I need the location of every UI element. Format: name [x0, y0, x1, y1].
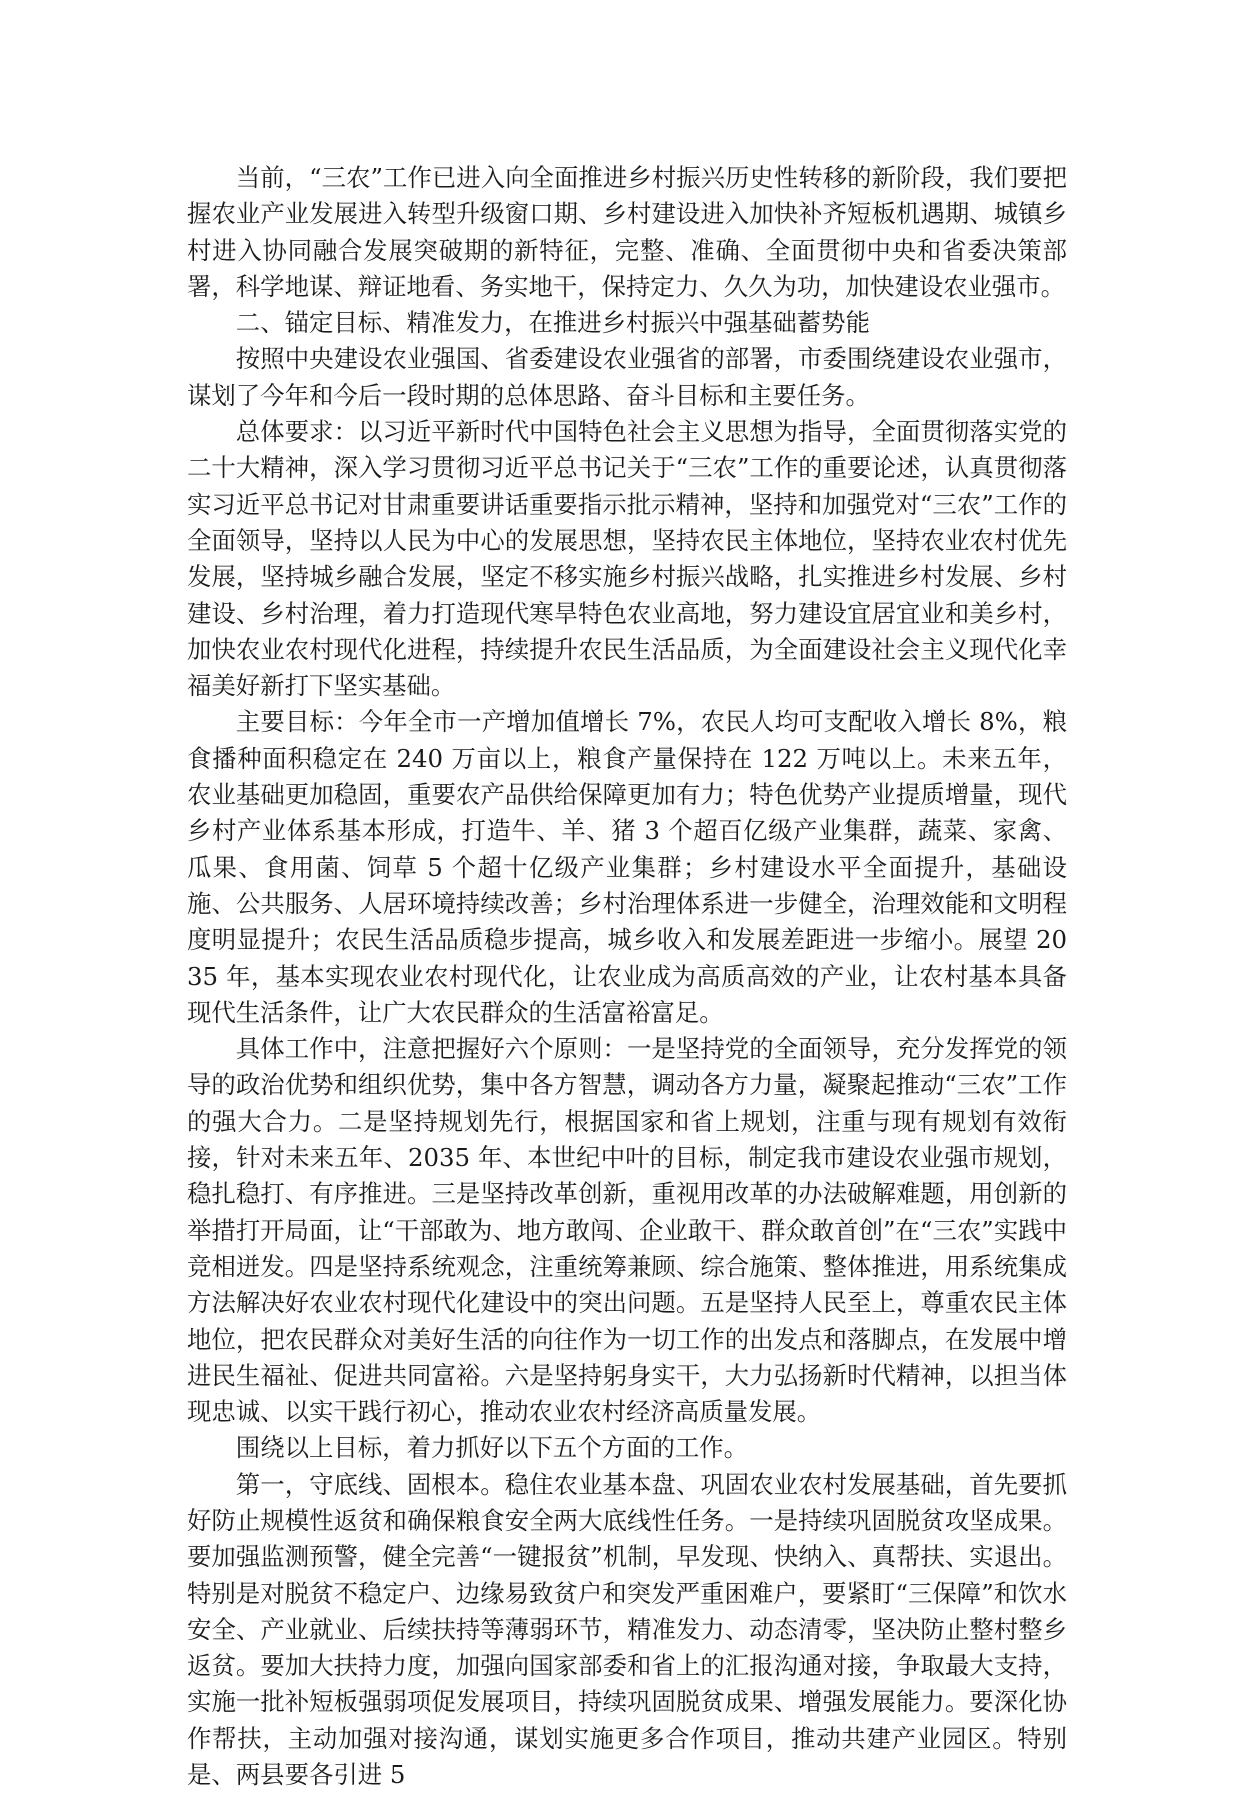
paragraph-five-tasks-intro: 围绕以上目标，着力抓好以下五个方面的工作。: [235, 1433, 749, 1463]
paragraph-first-task: 第一，守底线、固根本。稳住农业基本盘、巩固农业农村发展基础，首先要抓好防止规模性返贫和确保粮食安全两大底线性任务。一是持续巩固脱贫攻坚成果。要加强监测预警，健全完善“一键报贫”机制，早发现、快纳入、真帮扶、实退出。特别是对脱贫不稳定户、边缘易致贫户和突发严重困难户，要紧盯“三保障”和饮水安全、产业就业、后续扶持等薄弱环节，精准发力、动态清零，坚决防止整村整乡返贫。要加大扶持力度，加强向国家部委和省上的汇报沟通对接，争取最大支持，实施一批补短板强弱项促发展项目，持续巩固脱贫成果、增强发展能力。要深化协作帮扶，主动加强对接沟通，谋划实施更多合作项目，推动共建产业园区。特别是、两县要各引进 5: [187, 1469, 1067, 1790]
paragraph-overall-requirements: 总体要求：以习近平新时代中国特色社会主义思想为指导，全面贯彻落实党的二十大精神，深入学习贯彻习近平总书记关于“三农”工作的重要论述，认真贯彻落实习近平总书记对甘肃重要讲话重要指示批示精神，坚持和加强党对“三农”工作的全面领导，坚持以人民为中心的发展思想，坚持农民主体地位，坚持农业农村优先发展，坚持城乡融合发展，坚定不移实施乡村振兴战略，扎实推进乡村发展、乡村建设、乡村治理，着力打造现代寒旱特色农业高地，努力建设宜居宜业和美乡村，加快农业农村现代化进程，持续提升农民生活品质，为全面建设社会主义现代化幸福美好新打下坚实基础。: [187, 417, 1067, 701]
paragraph-intro: 当前，“三农”工作已进入向全面推进乡村振兴历史性转移的新阶段，我们要把握农业产业发展进入转型升级窗口期、乡村建设进入加快补齐短板机遇期、城镇乡村进入协同融合发展突破期的新特征，完整、准确、全面贯彻中央和省委决策部署，科学地谋、辩证地看、务实地干，保持定力、久久为功，加快建设农业强市。: [187, 163, 1067, 301]
section-heading: 二、锚定目标、精准发力，在推进乡村振兴中强基础蓄势能: [235, 308, 870, 338]
paragraph-main-goals: 主要目标：今年全市一产增加值增长 7%，农民人均可支配收入增长 8%，粮食播种面积稳定在 240 万亩以上，粮食产量保持在 122 万吨以上。未来五年，农业基础更加稳固，重要农产品供给保障更加有力；特色优势产业提质增量，现代乡村产业体系基本形成，打造牛、羊、猪 3 个超百亿级产业集群，蔬菜、家禽、瓜果、食用菌、饲草 5 个超十亿级产业集群；乡村建设水平全面提升，基础设施、公共服务、人居环境持续改善；乡村治理体系进一步健全，治理效能和文明程度明显提升；农民生活品质稳步提高，城乡收入和发展差距进一步缩小。展望 2035 年，基本实现农业农村现代化，让农业成为高质高效的产业，让农村基本具备现代生活条件，让广大农民群众的生活富裕富足。: [187, 707, 1067, 1027]
paragraph-deployment: 按照中央建设农业强国、省委建设农业强省的部署，市委围绕建设农业强市，谋划了今年和今后一段时期的总体思路、奋斗目标和主要任务。: [187, 344, 1067, 410]
document-page: [187, 160, 1067, 1793]
paragraph-six-principles: 具体工作中，注意把握好六个原则：一是坚持党的全面领导，充分发挥党的领导的政治优势和组织优势，集中各方智慧，调动各方力量，凝聚起推动“三农”工作的强大合力。二是坚持规划先行，根据国家和省上规划，注重与现有规划有效衔接，针对未来五年、2035 年、本世纪中叶的目标，制定我市建设农业强市规划，稳扎稳打、有序推进。三是坚持改革创新，重视用改革的办法破解难题，用创新的举措打开局面，让“干部敢为、地方敢闯、企业敢干、群众敢首创”在“三农”实践中竞相迸发。四是坚持系统观念，注重统筹兼顾、综合施策、整体推进，用系统集成方法解决好农业农村现代化建设中的突出问题。五是坚持人民至上，尊重农民主体地位，把农民群众对美好生活的向往作为一切工作的出发点和落脚点，在发展中增进民生福祉、促进共同富裕。六是坚持躬身实干，大力弘扬新时代精神，以担当体现忠诚、以实干践行初心，推动农业农村经济高质量发展。: [187, 1034, 1067, 1427]
